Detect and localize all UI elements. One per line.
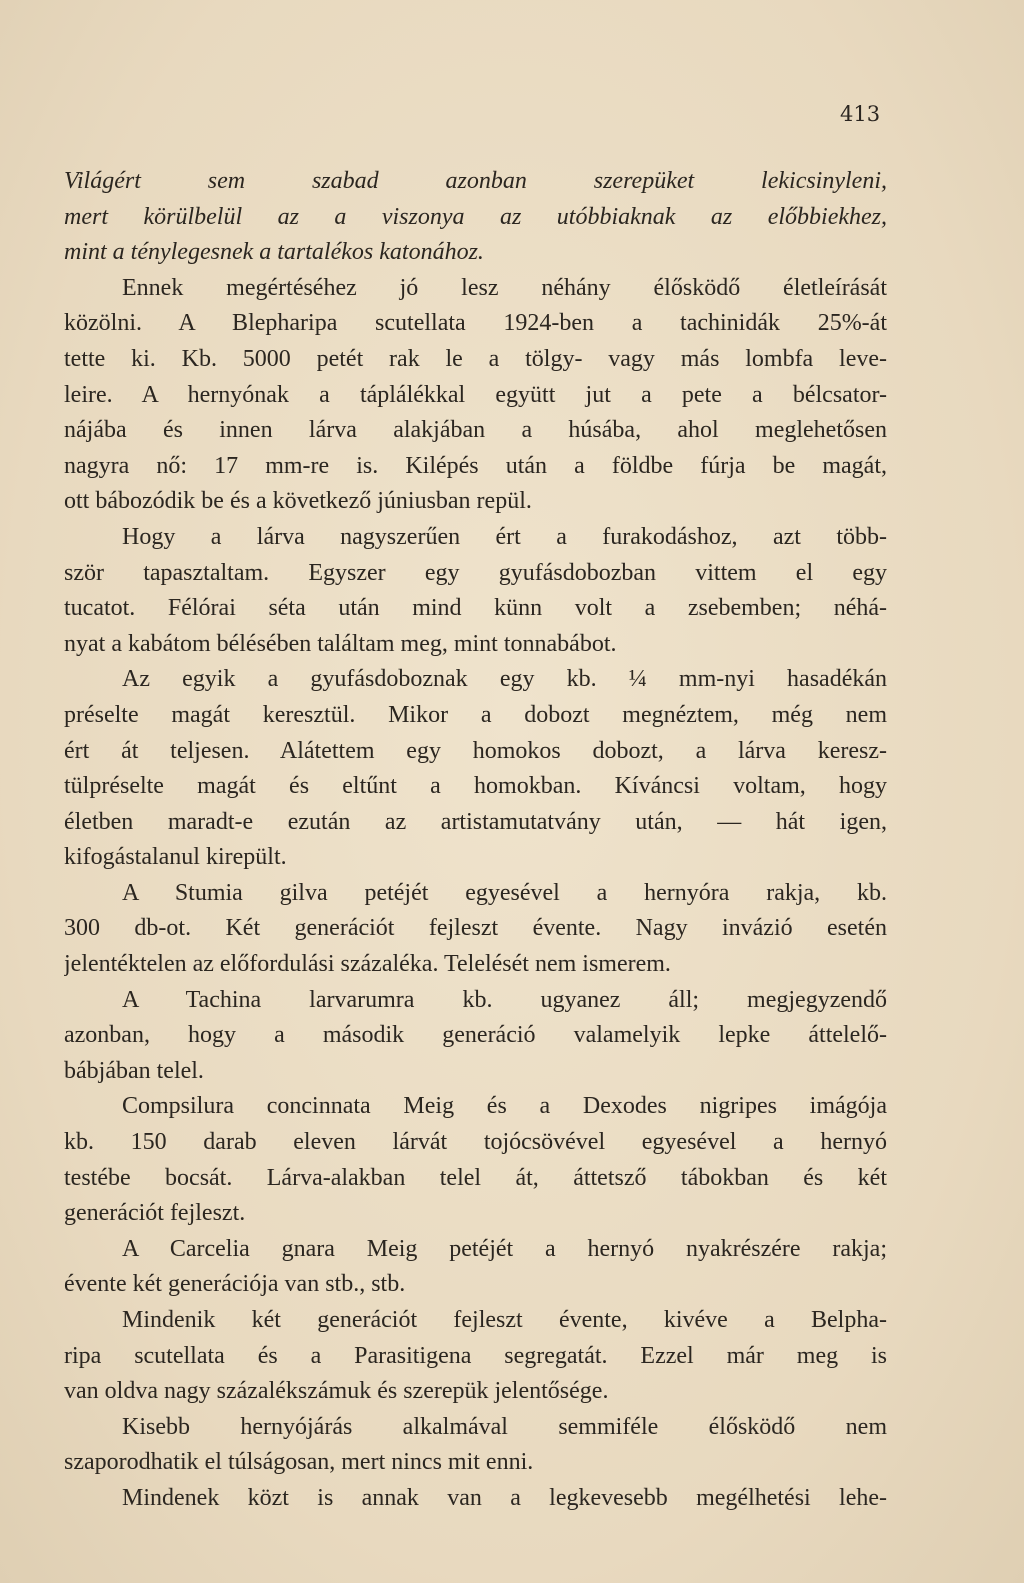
text-line: leire. A hernyónak a táplálékkal együtt jut a pete a bélcsator- xyxy=(64,381,887,408)
text-line: tülpréselte magát és eltűnt a homokban. Kíváncsi voltam, hogy xyxy=(64,773,887,800)
text-line: életben maradt-e ezután az artistamutatvány után, — hát igen, xyxy=(64,808,887,835)
text-line: mert körülbelül az a viszonya az utóbbiaknak az előbbiekhez, xyxy=(64,203,887,230)
text-line: ért át teljesen. Alátettem egy homokos dobozt, a lárva keresz- xyxy=(64,737,887,764)
text-line: nyat a kabátom bélésében találtam meg, mint tonnabábot. xyxy=(64,630,617,657)
text-line: ször tapasztaltam. Egyszer egy gyufásdobozban vittem el egy xyxy=(64,559,887,586)
text-line: Kisebb hernyójárás alkalmával semmiféle élősködő nem xyxy=(122,1413,887,1440)
text-line: bábjában telel. xyxy=(64,1057,204,1084)
text-line: ott bábozódik be és a következő júniusban repül. xyxy=(64,488,532,515)
text-line: testébe bocsát. Lárva-alakban telel át, áttetsző tábokban és két xyxy=(64,1164,887,1191)
text-line: Hogy a lárva nagyszerűen ért a furakodáshoz, azt több- xyxy=(122,523,887,550)
text-line: kb. 150 darab eleven lárvát tojócsövével egyesével a hernyó xyxy=(64,1129,887,1156)
text-line: van oldva nagy százalékszámuk és szerepük jelentősége. xyxy=(64,1378,609,1405)
text-line: azonban, hogy a második generáció valamelyik lepke áttelelő- xyxy=(64,1022,887,1049)
text-line: kifogástalanul kirepült. xyxy=(64,844,287,871)
text-line: közölni. A Blepharipa scutellata 1924-ben a tachinidák 25%-át xyxy=(64,310,887,337)
text-line: préselte magát keresztül. Mikor a dobozt megnéztem, még nem xyxy=(64,701,887,728)
text-line: szaporodhatik el túlságosan, mert nincs mit enni. xyxy=(64,1449,534,1476)
text-line: generációt fejleszt. xyxy=(64,1200,246,1227)
text-line: ripa scutellata és a Parasitigena segregatát. Ezzel már meg is xyxy=(64,1342,887,1369)
page-number: 413 xyxy=(840,102,881,126)
text-line: tucatot. Félórai séta után mind künn volt a zsebemben; néhá- xyxy=(64,595,887,622)
text-line: A Carcelia gnara Meig petéjét a hernyó nyakrészére rakja; xyxy=(122,1235,887,1262)
text-line: Mindenik két generációt fejleszt évente, kivéve a Belpha- xyxy=(122,1307,887,1333)
text-line: évente két generációja van stb., stb. xyxy=(64,1271,406,1298)
text-line: Világért sem szabad azonban szerepüket lekicsinyleni, xyxy=(64,168,887,194)
text-line: mint a ténylegesnek a tartalékos katonához. xyxy=(64,239,484,266)
text-line: 300 db-ot. Két generációt fejleszt évente. Nagy invázió esetén xyxy=(64,915,887,942)
text-line: jelentéktelen az előfordulási százaléka. Telelését nem ismerem. xyxy=(64,951,671,978)
text-line: Ennek megértéséhez jó lesz néhány élősködő életleírását xyxy=(122,274,887,301)
text-line: A Tachina larvarumra kb. ugyanez áll; megjegyzendő xyxy=(122,986,887,1013)
text-line: nagyra nő: 17 mm-re is. Kilépés után a földbe fúrja be magát, xyxy=(64,452,887,479)
body-text xyxy=(64,164,887,1517)
text-line: tette ki. Kb. 5000 petét rak le a tölgy- vagy más lombfa leve- xyxy=(64,345,887,372)
text-line: Az egyik a gyufásdoboznak egy kb. ¼ mm-nyi hasadékán xyxy=(122,666,887,693)
text-line: A Stumia gilva petéjét egyesével a hernyóra rakja, kb. xyxy=(122,879,887,906)
text-line: Mindenek közt is annak van a legkevesebb megélhetési lehe- xyxy=(122,1484,887,1511)
text-line: Compsilura concinnata Meig és a Dexodes nigripes imágója xyxy=(122,1093,887,1120)
text-line: nájába és innen lárva alakjában a húsába, ahol meglehetősen xyxy=(64,417,887,444)
